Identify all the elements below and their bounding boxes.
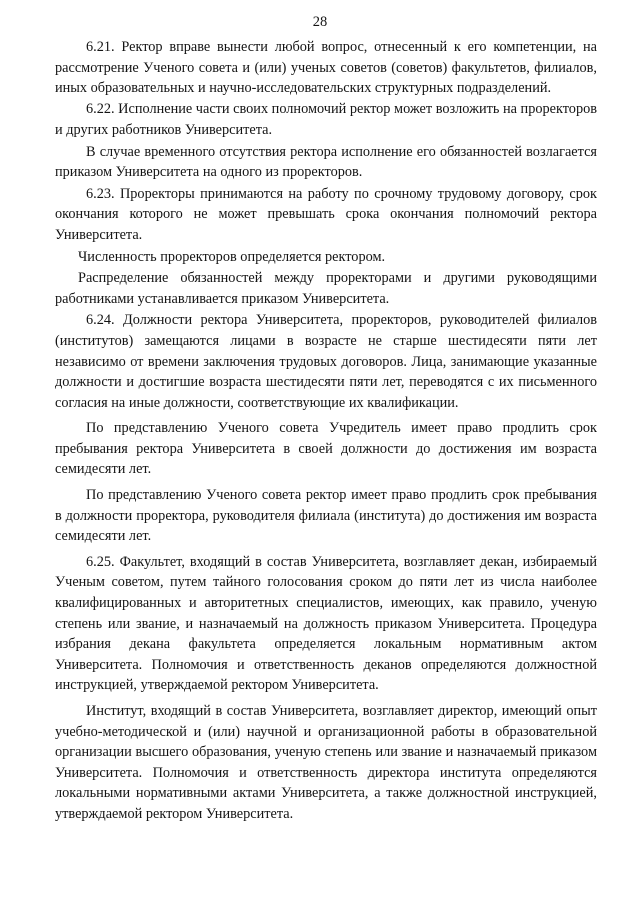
paragraph-6-22: 6.22. Исполнение части своих полномочий ректор может возложить на проректоров и других работников Университета. — [55, 101, 597, 138]
paragraph-duties-distribution: Распределение обязанностей между проректорами и другими руководящими работниками устанавливается приказом Университета. — [55, 270, 597, 307]
paragraph-6-25: 6.25. Факультет, входящий в состав Университета, возглавляет декан, избираемый Ученым советом, путем тайного голосования сроком до пяти лет из числа наиболее квалифицированных и авторитетных специалистов, имеющих, как правило, ученую степень или звание, и назначаемый на должность приказом Университета. Процедура избрания декана факультета определяется локальным нормативным актом Университета. Полномочия и ответственность деканов определяются должностной инструкцией, утверждаемой ректором Университета. — [55, 553, 597, 694]
document-body — [55, 37, 597, 825]
paragraph-6-23: 6.23. Проректоры принимаются на работу по срочному трудовому договору, срок окончания которого не может превышать срока окончания полномочий ректора Университета. — [55, 185, 597, 243]
paragraph-institute-director: Институт, входящий в состав Университета, возглавляет директор, имеющий опыт учебно-методической и (или) научной и организационной работы в образовательной организации высшего образования, ученую степень или звание и назначаемый приказом Университета. Полномочия и ответственность директора института определяются локальными нормативными актами Университета, а также должностной инструкцией, утверждаемой ректором Университета. — [55, 703, 597, 822]
paragraph-6-24: 6.24. Должности ректора Университета, проректоров, руководителей филиалов (институтов) замещаются лицами в возрасте не старше шестидесяти пяти лет независимо от времени заключения трудовых договоров. Лица, занимающие указанные должности и достигшие возраста шестидесяти пяти лет, переводятся с их письменного согласия на иные должности, соответствующие их квалификации. — [55, 312, 597, 411]
paragraph-rector-extension: По представлению Ученого совета ректор имеет право продлить срок пребывания в должности проректора, руководителя филиала (института) до достижения им возраста семидесяти лет. — [55, 487, 597, 545]
paragraph-6-21: 6.21. Ректор вправе вынести любой вопрос, отнесенный к его компетенции, на рассмотрение Ученого совета и (или) ученых советов (советов) факультетов, филиалов, иных образовательных и научно-исследовательских структурных подразделений. — [55, 39, 597, 97]
paragraph-prorector-count: Численность проректоров определяется ректором. — [78, 248, 386, 265]
page-number: 28 — [312, 14, 328, 30]
paragraph-temporary-absence: В случае временного отсутствия ректора исполнение его обязанностей возлагается приказом Университета на одного из проректоров. — [55, 143, 597, 181]
paragraph-founder-extension: По представлению Ученого совета Учредитель имеет право продлить срок пребывания ректора Университета в своей должности до достижения им возраста семидесяти лет. — [55, 420, 597, 478]
